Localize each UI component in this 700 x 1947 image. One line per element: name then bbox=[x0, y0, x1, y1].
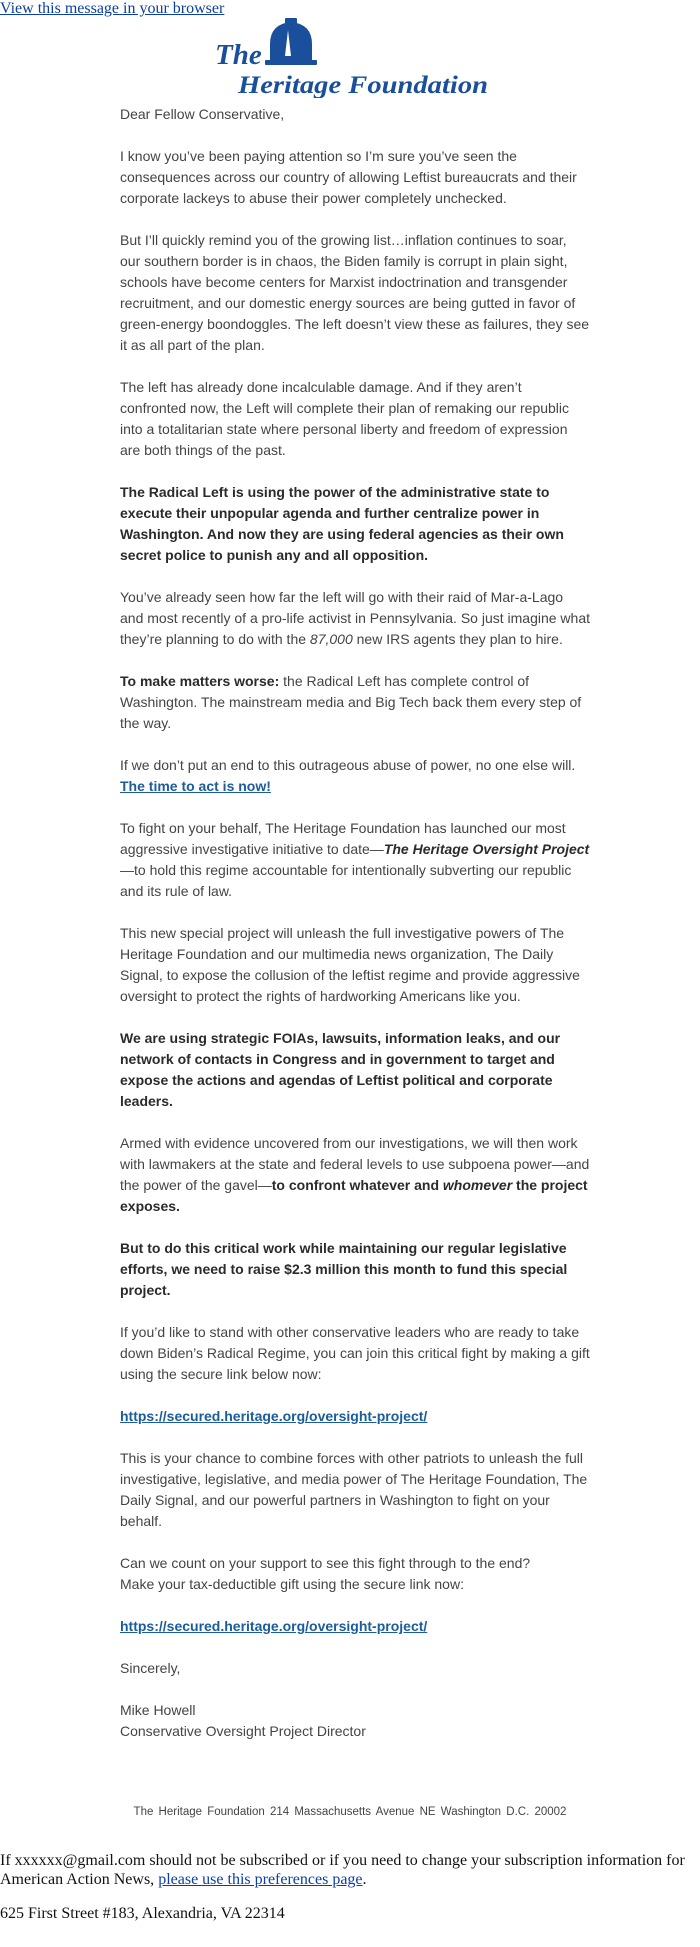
paragraph-15-line-2: Make your tax-deductible gift using the secure link now: bbox=[120, 1576, 464, 1592]
paragraph-1: I know you’ve been paying attention so I’m sure you’ve seen the consequences across our country of allowing Leftist bureaucrats and their corporate lackeys to abuse their power completely unchecked. bbox=[120, 148, 577, 206]
paragraph-3: The left has already done incalculable damage. And if they aren’t confronted now, the Left will complete their plan of remaking our republic into a totalitarian state where personal liberty and freedom of expression are both things of the past. bbox=[120, 379, 570, 458]
paragraph-7-text: If we don’t put an end to this outrageous abuse of power, no one else will. bbox=[120, 757, 576, 773]
paragraph-5-text-a: You’ve already seen how far the left will go with their raid of Mar-a-Lago and most recently of a pro-life activist in Pennsylvania. So just imagine what they’re planning to do with the bbox=[120, 589, 591, 647]
donate-link-paragraph-1 bbox=[120, 1406, 590, 1427]
paragraph-5-text-b: new IRS agents they plan to hire. bbox=[352, 631, 563, 647]
letter-body bbox=[120, 104, 590, 1763]
paragraph-8-text-a: To fight on your behalf, The Heritage Foundation has launched our most aggressive investigative initiative to date— bbox=[120, 820, 566, 857]
signer-name: Mike Howell bbox=[120, 1702, 196, 1718]
paragraph-11-bold-a: to confront whatever and bbox=[271, 1177, 443, 1193]
paragraph-6 bbox=[120, 671, 590, 734]
preferences-link[interactable]: please use this preferences page bbox=[158, 1871, 363, 1888]
paragraph-11-text-a: Armed with evidence uncovered from our investigations, we will then work with lawmakers at the state and federal levels to use subpoena power—and the power of the gavel— bbox=[120, 1135, 590, 1193]
paragraph-15 bbox=[120, 1553, 590, 1595]
paragraph-11-bold-b: the project exposes. bbox=[120, 1177, 588, 1214]
logo-word-the: The bbox=[215, 39, 262, 71]
oversight-project-name: The Heritage Oversight Project bbox=[383, 841, 590, 857]
paragraph-8 bbox=[120, 818, 590, 902]
paragraph-11-whomever: whomever bbox=[442, 1177, 513, 1193]
logo-graphic bbox=[215, 16, 490, 98]
subscription-period: . bbox=[362, 1871, 367, 1888]
donate-link-1[interactable]: https://secured.heritage.org/oversight-project/ bbox=[120, 1408, 428, 1424]
logo-word-heritage-foundation: Heritage Foundation bbox=[236, 72, 488, 98]
donate-link-paragraph-2 bbox=[120, 1616, 590, 1637]
sender-address: 625 First Street #183, Alexandria, VA 22314 bbox=[0, 1905, 285, 1922]
signature bbox=[120, 1700, 590, 1742]
subscription-text: If xxxxxx@gmail.com should not be subscribed or if you need to change your subscription information for American Action News, bbox=[0, 1852, 685, 1888]
salutation: Dear Fellow Conservative, bbox=[120, 106, 285, 122]
paragraph-6-lead: To make matters worse: bbox=[120, 673, 280, 689]
paragraph-2: But I’ll quickly remind you of the growing list…inflation continues to soar, our southern border is in chaos, the Biden family is corrupt in plain sight, schools have become centers for Marxist indoctrination and transgender recruitment, and our domestic energy sources are being gutted in favor of green-energy boondoggles. The left doesn’t view these as failures, they see it as all part of the plan. bbox=[120, 232, 590, 353]
organization-address: The Heritage Foundation 214 Massachusetts Avenue NE Washington D.C. 20002 bbox=[133, 1806, 567, 1818]
paragraph-4-bold: The Radical Left is using the power of the administrative state to execute their unpopular agenda and further centralize power in Washington. And now they are using federal agencies as their own secret police to punish any and all opposition. bbox=[120, 484, 564, 563]
subscription-note bbox=[0, 1851, 700, 1889]
irs-agent-count: 87,000 bbox=[309, 631, 353, 647]
closing: Sincerely, bbox=[120, 1660, 181, 1676]
paragraph-14: This is your chance to combine forces with other patriots to unleash the full investigative, legislative, and media power of The Heritage Foundation, The Daily Signal, and our powerful partners in Washington to fight on your behalf. bbox=[120, 1450, 588, 1529]
paragraph-12-bold: But to do this critical work while maintaining our regular legislative efforts, we need to raise $2.3 million this month to fund this special project. bbox=[120, 1240, 568, 1298]
view-in-browser-link[interactable]: View this message in your browser bbox=[0, 0, 225, 17]
heritage-foundation-logo[interactable] bbox=[215, 16, 490, 98]
act-now-link[interactable]: The time to act is now! bbox=[120, 778, 271, 794]
paragraph-9: This new special project will unleash the full investigative powers of The Heritage Foundation and our multimedia news organization, The Daily Signal, to expose the collusion of the leftist regime and provide aggressive oversight to protect the rights of hardworking Americans like you. bbox=[120, 925, 580, 1004]
paragraph-13: If you’d like to stand with other conservative leaders who are ready to take down Biden’s Radical Regime, you can join this critical fight by making a gift using the secure link below now: bbox=[120, 1324, 590, 1382]
paragraph-7 bbox=[120, 755, 590, 797]
paragraph-6-text: the Radical Left has complete control of Washington. The mainstream media and Big Tech back them every step of the way. bbox=[120, 673, 582, 731]
paragraph-8-text-b: —to hold this regime accountable for intentionally subverting our republic and its rule of law. bbox=[120, 862, 572, 899]
liberty-bell-icon bbox=[265, 18, 317, 65]
donate-link-2[interactable]: https://secured.heritage.org/oversight-project/ bbox=[120, 1618, 428, 1634]
signer-title: Conservative Oversight Project Director bbox=[120, 1723, 366, 1739]
paragraph-5 bbox=[120, 587, 590, 650]
paragraph-11 bbox=[120, 1133, 590, 1217]
paragraph-15-line-1: Can we count on your support to see this fight through to the end? bbox=[120, 1555, 531, 1571]
paragraph-10-bold: We are using strategic FOIAs, lawsuits, information leaks, and our network of contacts in Congress and in government to target and expose the actions and agendas of Leftist political and corporate leaders. bbox=[120, 1030, 561, 1109]
